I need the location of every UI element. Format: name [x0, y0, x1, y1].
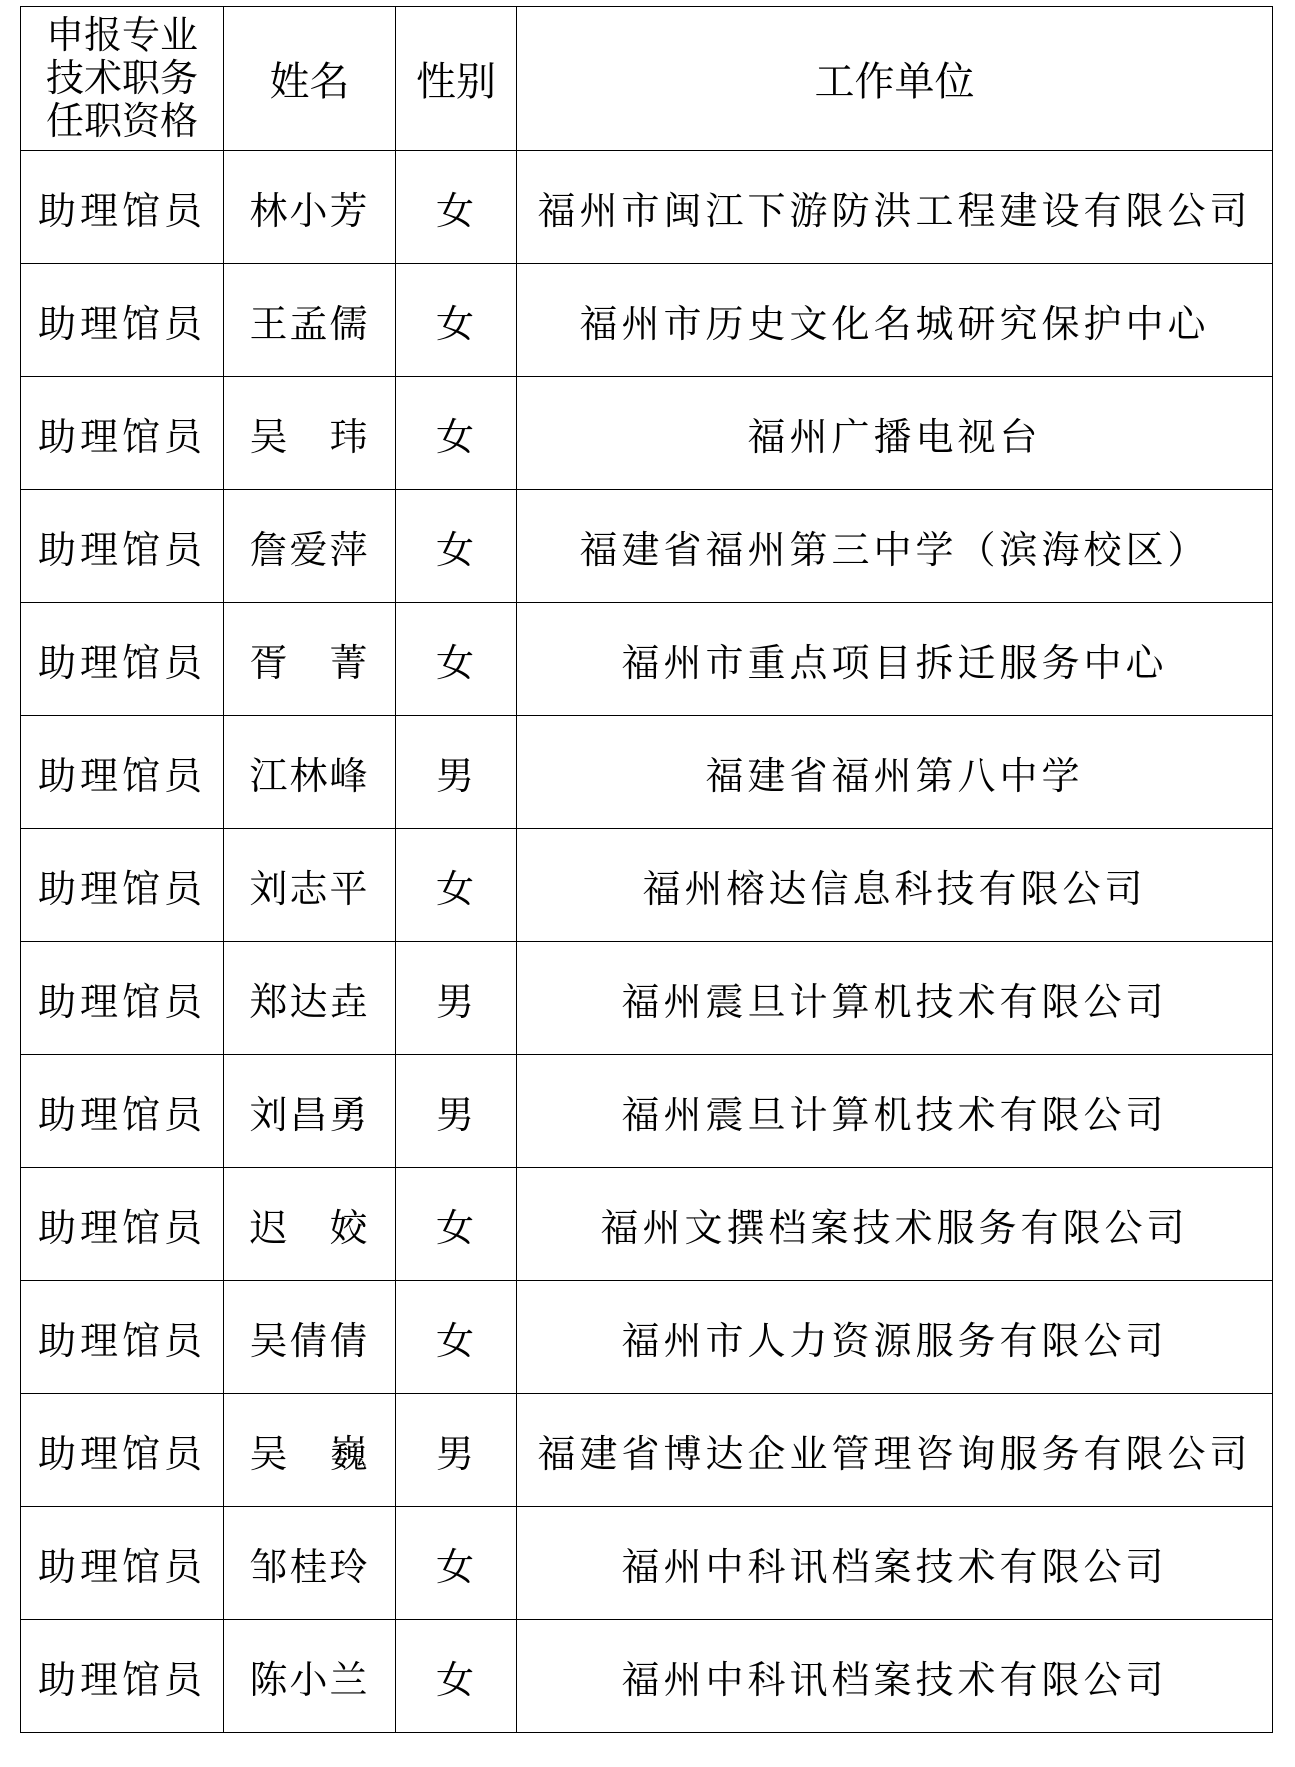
gender-cell: 男 [396, 942, 517, 1055]
workplace-cell: 福州市闽江下游防洪工程建设有限公司 [517, 151, 1273, 264]
gender-cell: 男 [396, 1394, 517, 1507]
qualification-cell: 助理馆员 [21, 716, 224, 829]
name-cell: 刘昌勇 [224, 1055, 396, 1168]
name-cell: 邹桂玲 [224, 1507, 396, 1620]
table-row [21, 1168, 1273, 1281]
gender-cell: 男 [396, 1055, 517, 1168]
name-cell: 迟 姣 [224, 1168, 396, 1281]
gender-cell: 女 [396, 377, 517, 490]
table-row [21, 1281, 1273, 1394]
workplace-cell: 福建省福州第八中学 [517, 716, 1273, 829]
gender-cell: 女 [396, 1168, 517, 1281]
table-body [21, 151, 1273, 1733]
name-cell: 吴倩倩 [224, 1281, 396, 1394]
qualification-cell: 助理馆员 [21, 603, 224, 716]
name-cell: 吴 巍 [224, 1394, 396, 1507]
header-qualification [21, 7, 224, 151]
name-cell: 陈小兰 [224, 1620, 396, 1733]
table-row [21, 1620, 1273, 1733]
name-cell: 林小芳 [224, 151, 396, 264]
qualification-cell: 助理馆员 [21, 490, 224, 603]
table-row [21, 603, 1273, 716]
workplace-cell: 福州市历史文化名城研究保护中心 [517, 264, 1273, 377]
table-header [21, 7, 1273, 151]
name-cell: 胥 菁 [224, 603, 396, 716]
workplace-cell: 福州震旦计算机技术有限公司 [517, 942, 1273, 1055]
gender-cell: 女 [396, 490, 517, 603]
header-name: 姓名 [224, 7, 396, 151]
name-cell: 吴 玮 [224, 377, 396, 490]
header-workplace: 工作单位 [517, 7, 1273, 151]
table-row [21, 377, 1273, 490]
qualification-cell: 助理馆员 [21, 1281, 224, 1394]
table-row [21, 716, 1273, 829]
gender-cell: 女 [396, 603, 517, 716]
workplace-cell: 福州广播电视台 [517, 377, 1273, 490]
workplace-cell: 福州中科讯档案技术有限公司 [517, 1620, 1273, 1733]
qualification-cell: 助理馆员 [21, 942, 224, 1055]
workplace-cell: 福州市人力资源服务有限公司 [517, 1281, 1273, 1394]
name-cell: 王孟儒 [224, 264, 396, 377]
gender-cell: 男 [396, 716, 517, 829]
name-cell: 刘志平 [224, 829, 396, 942]
qualification-cell: 助理馆员 [21, 264, 224, 377]
gender-cell: 女 [396, 1281, 517, 1394]
workplace-cell: 福州中科讯档案技术有限公司 [517, 1507, 1273, 1620]
workplace-cell: 福州震旦计算机技术有限公司 [517, 1055, 1273, 1168]
qualification-cell: 助理馆员 [21, 1055, 224, 1168]
table-row [21, 829, 1273, 942]
workplace-cell: 福州市重点项目拆迁服务中心 [517, 603, 1273, 716]
qualification-cell: 助理馆员 [21, 377, 224, 490]
table-row [21, 1394, 1273, 1507]
table-row [21, 490, 1273, 603]
header-gender: 性别 [396, 7, 517, 151]
gender-cell: 女 [396, 1507, 517, 1620]
gender-cell: 女 [396, 1620, 517, 1733]
gender-cell: 女 [396, 829, 517, 942]
workplace-cell: 福建省博达企业管理咨询服务有限公司 [517, 1394, 1273, 1507]
name-cell: 江林峰 [224, 716, 396, 829]
table-row [21, 1507, 1273, 1620]
qualification-cell: 助理馆员 [21, 151, 224, 264]
table-row [21, 1055, 1273, 1168]
gender-cell: 女 [396, 264, 517, 377]
qualification-cell: 助理馆员 [21, 1394, 224, 1507]
table-row [21, 942, 1273, 1055]
workplace-cell: 福州榕达信息科技有限公司 [517, 829, 1273, 942]
qualification-cell: 助理馆员 [21, 1620, 224, 1733]
qualification-cell: 助理馆员 [21, 829, 224, 942]
header-qualification-label: 申报专业技术职务任职资格 [45, 13, 198, 143]
table-row [21, 151, 1273, 264]
gender-cell: 女 [396, 151, 517, 264]
table-row [21, 264, 1273, 377]
name-cell: 詹爱萍 [224, 490, 396, 603]
name-cell: 郑达垚 [224, 942, 396, 1055]
header-row [21, 7, 1273, 151]
workplace-cell: 福建省福州第三中学（滨海校区） [517, 490, 1273, 603]
qualification-cell: 助理馆员 [21, 1168, 224, 1281]
qualification-cell: 助理馆员 [21, 1507, 224, 1620]
workplace-cell: 福州文撰档案技术服务有限公司 [517, 1168, 1273, 1281]
personnel-table [20, 6, 1273, 1733]
